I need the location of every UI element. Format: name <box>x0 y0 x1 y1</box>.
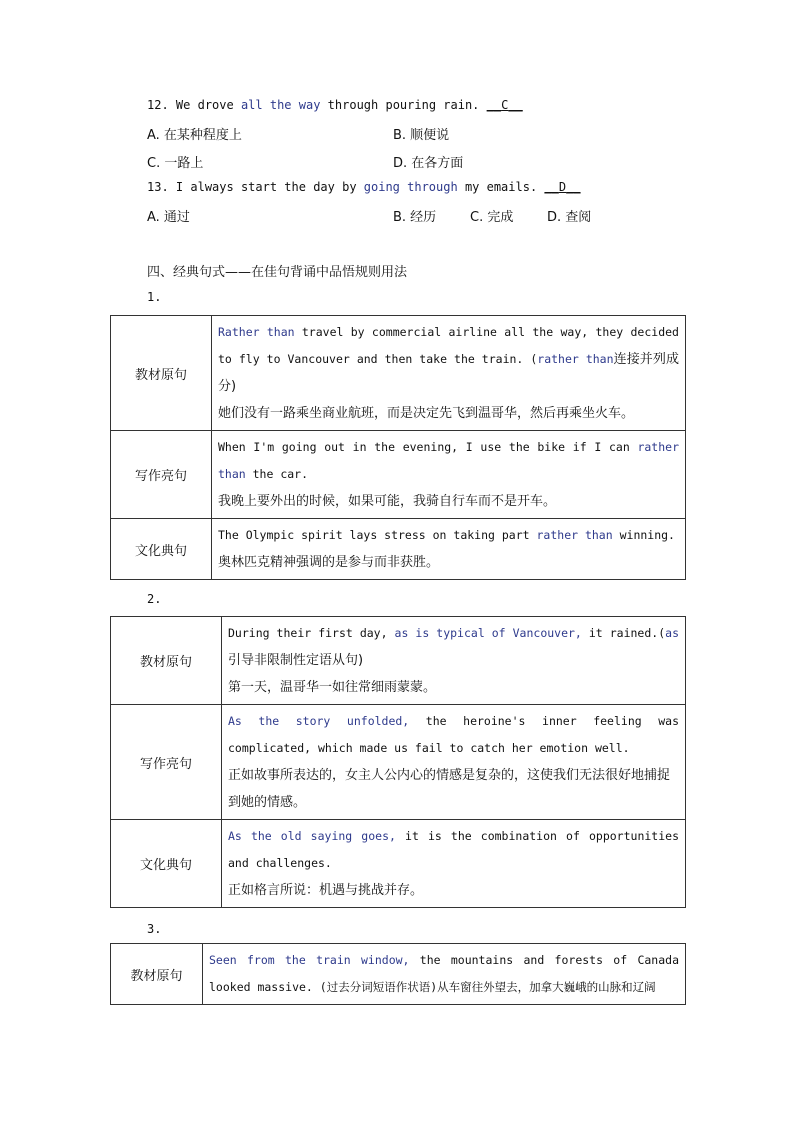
row-label: 文化典句 <box>111 820 222 908</box>
row-label: 教材原句 <box>111 316 212 431</box>
option-a: A. 通过 <box>147 210 190 225</box>
row-label: 教材原句 <box>111 617 222 705</box>
question-13: 13. I always start the day by going through my emails. __D__ <box>147 180 581 194</box>
row-content: The Olympic spirit lays stress on taking part rather than winning. 奥林匹克精神强调的是参与而非获胜。 <box>212 519 686 580</box>
row-content: Rather than travel by commercial airline all the way, they decided to fly to Vancouver and then take the train. (rather than连接并列成分) 她们没有一路乘坐商业航班，而是决定先飞到温哥华，然后再乘坐火车。 <box>212 316 686 431</box>
option-a: A. 在某种程度上 <box>147 128 242 143</box>
row-content: As the old saying goes, it is the combination of opportunities and challenges. 正如格言所说：机遇与挑战并存。 <box>222 820 686 908</box>
table-row <box>111 431 686 519</box>
table-row <box>111 519 686 580</box>
key-phrase: all the way <box>240 98 321 112</box>
row-label: 写作亮句 <box>111 431 212 519</box>
row-content: Seen from the train window, the mountains and forests of Canada looked massive. (过去分词短语作状语)从车窗往外望去，加拿大巍峨的山脉和辽阔 <box>203 944 686 1005</box>
question-12: 12. We drove all the way through pouring rain. __C__ <box>147 98 523 112</box>
answer-blank: __C__ <box>486 98 523 112</box>
option-b: B. 经历 <box>393 210 437 225</box>
sentence-table-3 <box>110 943 686 1005</box>
row-label: 文化典句 <box>111 519 212 580</box>
row-content: When I'm going out in the evening, I use the bike if I can rather than the car. 我晚上要外出的时候，如果可能，我骑自行车而不是开车。 <box>212 431 686 519</box>
row-label: 教材原句 <box>111 944 203 1005</box>
section-title: 四、经典句式——在佳句背诵中品悟规则用法 <box>147 265 408 280</box>
sentence-table-1 <box>110 315 686 580</box>
key-phrase: going through <box>363 180 458 194</box>
block-number: 2. <box>147 592 162 606</box>
row-content: As the story unfolded, the heroine's inner feeling was complicated, which made us fail to catch her emotion well. 正如故事所表达的，女主人公内心的情感是复杂的，这使我们无法很好地捕捉到她的情感。 <box>222 705 686 820</box>
block-number: 1. <box>147 290 162 304</box>
table-row <box>111 617 686 705</box>
option-c: C. 完成 <box>470 210 514 225</box>
option-d: D. 在各方面 <box>393 156 464 171</box>
table-row <box>111 705 686 820</box>
option-c: C. 一路上 <box>147 156 204 171</box>
table-row <box>111 944 686 1005</box>
block-number: 3. <box>147 922 162 936</box>
table-row <box>111 820 686 908</box>
option-b: B. 顺便说 <box>393 128 450 143</box>
answer-blank: __D__ <box>544 180 581 194</box>
option-d: D. 查阅 <box>547 210 592 225</box>
row-content: During their first day, as is typical of Vancouver, it rained.(as引导非限制性定语从句) 第一天，温哥华一如往常细雨蒙蒙。 <box>222 617 686 705</box>
sentence-table-2 <box>110 616 686 908</box>
table-row <box>111 316 686 431</box>
row-label: 写作亮句 <box>111 705 222 820</box>
